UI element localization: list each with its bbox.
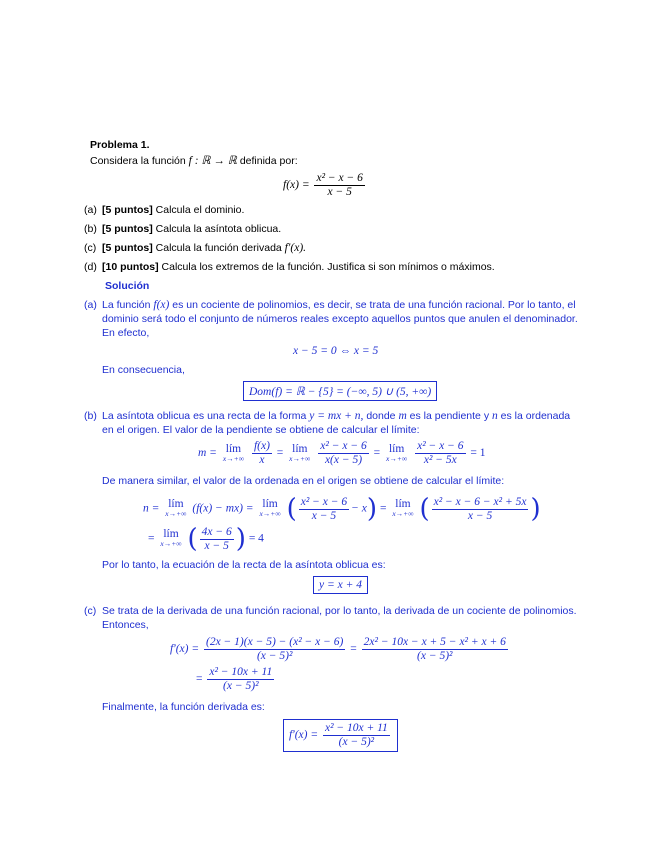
item-text: Calcula la función derivada xyxy=(155,242,282,254)
text: Se trata de la derivada de una función racional, por lo tanto, la derivada de un cociente de polinomios. xyxy=(102,605,577,617)
fraction xyxy=(432,496,529,523)
problem-title: Problema 1. xyxy=(90,139,150,151)
item-text: Calcula los extremos de la función. Justifica si son mínimos o máximos. xyxy=(161,261,495,273)
math: y = mx + n, xyxy=(309,410,364,422)
text: La función xyxy=(102,299,151,311)
solution-c-line2: Entonces, xyxy=(102,619,149,631)
limit-operator xyxy=(259,499,280,519)
text: donde xyxy=(366,410,396,422)
den: x − 5 xyxy=(467,509,493,522)
item-points: [5 puntos] xyxy=(102,242,153,254)
solution-title: Solución xyxy=(105,280,150,292)
item-tag: (b) xyxy=(84,410,97,422)
limit-operator xyxy=(392,499,413,519)
text: es un cociente de polinomios, es decir, se trata de una función racional. Por lo tanto, el xyxy=(172,299,576,311)
derivative-equation-2: = $\frac{\text{x² − 10x + 11}}{\text{(x − 5)²}}$ xyxy=(196,666,273,692)
formula-den: x − 5 xyxy=(327,186,352,198)
num: x² − x − 6 − x² + 5x xyxy=(433,495,527,508)
solution-c-boxed-result xyxy=(283,719,398,752)
limit-operator xyxy=(165,499,186,519)
limit-operator xyxy=(223,444,244,464)
text: es la pendiente y xyxy=(409,410,490,422)
math: n xyxy=(492,410,498,422)
intercept-limit-equation-1: n = lím x→+∞ (f(x) − mx) = lím x→+∞ ( $\frac{\text{x² − x − 6}}{x - 5}$ − x) = lím x→+∞ ( $\frac{\text{x² − x − 6 − x² + 5x}}{x - 5}$ ) xyxy=(143,494,541,524)
lim: lím xyxy=(262,498,278,510)
num: x² − x − 6 xyxy=(417,440,464,452)
fraction xyxy=(200,526,234,553)
item-tag: (b) xyxy=(84,223,97,235)
math: m = xyxy=(198,447,217,460)
item-text: Calcula el dominio. xyxy=(155,204,245,216)
problem-intro xyxy=(90,153,298,167)
item-text: Calcula la asíntota oblicua. xyxy=(155,223,282,235)
solution-b-line4: Por lo tanto, la ecuación de la recta de la asíntota oblicua es: xyxy=(102,559,386,571)
problem-item-c xyxy=(84,242,306,254)
derivative-equation-1: f′(x) = $\frac{\text{(2x − 1)(x − 5) − (x² − x − 6)}}{\text{(x − 5)²}}$ = $\frac{\text{2x² − 10x − x + 5 − x² + x + 6}}{\text{(x − 5)²}}$ xyxy=(170,636,506,662)
limit-operator xyxy=(386,444,407,464)
math: m xyxy=(398,410,407,422)
den: (x − 5)² xyxy=(417,650,453,662)
lim: lím xyxy=(395,498,411,510)
solution-c-line3: Finalmente, la función derivada es: xyxy=(102,701,265,713)
intro-text: Considera la función xyxy=(90,155,186,167)
solution-b-line2: en el origen. El valor de la pendiente se obtiene de calcular el límite: xyxy=(102,424,420,436)
lim-sub: x→+∞ xyxy=(259,509,281,518)
solution-a-boxed-result: Dom(f) = ℝ − {5} = (−∞, 5) ∪ (5, +∞) xyxy=(243,381,437,401)
item-tag: (a) xyxy=(84,299,97,311)
result: = 4 xyxy=(248,532,264,545)
solution-a-line2: dominio será todo el conjunto de números reales excepto aquellos puntos que anulen el denominador. xyxy=(102,313,578,325)
intro-math: f : ℝ → ℝ xyxy=(188,155,237,167)
lim: lím xyxy=(168,498,184,510)
limit-operator xyxy=(160,529,181,549)
num: x² − x − 6 xyxy=(320,440,367,452)
fraction xyxy=(362,636,508,663)
intercept-limit-equation-2: = lím x→+∞ ( $\frac{4x - 6}{x - 5}$ ) = 4 xyxy=(148,524,264,554)
num: x² − 10x + 11 xyxy=(209,666,273,678)
solution-b-boxed-result: y = x + 4 xyxy=(313,576,368,594)
num: x² − 10x + 11 xyxy=(324,722,388,734)
fraction xyxy=(323,722,390,749)
num: 2x² − 10x − x + 5 − x² + x + 6 xyxy=(363,636,506,648)
item-tag: (c) xyxy=(84,242,97,254)
item-tag: (d) xyxy=(84,261,97,273)
fraction xyxy=(204,636,345,663)
solution-a-line3: En efecto, xyxy=(102,327,150,339)
lim: lím xyxy=(225,442,242,455)
fraction xyxy=(207,666,274,693)
lim: lím xyxy=(388,442,405,455)
lim-sub: x→+∞ xyxy=(165,509,187,518)
math: n = xyxy=(143,502,160,515)
lim-sub: x→+∞ xyxy=(222,453,245,463)
result: = 1 xyxy=(470,447,486,460)
fraction xyxy=(252,440,272,467)
formula-fraction xyxy=(314,172,364,199)
math: − x xyxy=(351,502,367,515)
item-points: [10 puntos] xyxy=(102,261,159,273)
solution-a-line4: En consecuencia, xyxy=(102,364,185,376)
solution-b-line1 xyxy=(84,410,570,422)
fraction xyxy=(299,496,349,523)
den: x xyxy=(259,454,265,466)
num: f(x) xyxy=(253,440,270,452)
slope-limit-equation: m = lím x→+∞ $\frac{f(x)}{x}$ = lím x→+∞ $\frac{\text{x² − x − 6}}{x(x - 5)}$ = lím x→+∞ $\frac{\text{x² − x − 6}}{\text{x² − 5x}}$ = 1 xyxy=(198,440,486,466)
formula-lhs: f(x) = xyxy=(283,179,310,192)
problem-item-b xyxy=(84,223,281,235)
den: (x − 5)² xyxy=(256,650,293,662)
solution-c-line1 xyxy=(84,605,577,617)
item-math: f′(x). xyxy=(284,242,307,254)
problem-formula xyxy=(283,172,367,199)
text: es la ordenada xyxy=(500,410,571,422)
limit-operator xyxy=(289,444,310,464)
num: (2x − 1)(x − 5) − (x² − x − 6) xyxy=(205,636,344,648)
item-points: [5 puntos] xyxy=(102,204,153,216)
item-tag: (c) xyxy=(84,605,97,617)
num: x² − x − 6 xyxy=(300,495,348,508)
problem-item-a xyxy=(84,204,244,216)
den: x − 5 xyxy=(204,539,229,552)
den: x − 5 xyxy=(311,509,337,522)
den: (x − 5)² xyxy=(338,736,375,748)
lim: lím xyxy=(163,528,179,540)
lim-sub: x→+∞ xyxy=(160,539,182,548)
solution-a-equation: x − 5 = 0 ⇔ x = 5 xyxy=(293,345,379,357)
text: La asíntota oblicua es una recta de la forma xyxy=(102,410,307,422)
item-points: [5 puntos] xyxy=(102,223,153,235)
lim-sub: x→+∞ xyxy=(392,509,414,518)
problem-item-d xyxy=(84,261,495,273)
lim-sub: x→+∞ xyxy=(385,453,408,463)
math: f′(x) = xyxy=(289,729,319,742)
math: f′(x) = xyxy=(170,643,200,656)
math: (f(x) − mx) = xyxy=(192,502,254,515)
solution-a-line1 xyxy=(84,299,576,311)
lim-sub: x→+∞ xyxy=(289,453,311,463)
den: x² − 5x xyxy=(423,454,457,466)
intro-end: definida por: xyxy=(239,155,298,167)
lim: lím xyxy=(292,442,308,455)
fraction xyxy=(318,440,368,467)
den: x(x − 5) xyxy=(324,454,363,466)
formula-num: x² − x − 6 xyxy=(316,172,363,184)
item-tag: (a) xyxy=(84,204,97,216)
fraction xyxy=(415,440,465,467)
solution-b-line3: De manera similar, el valor de la ordenada en el origen se obtiene de calcular el límite: xyxy=(102,475,505,487)
math: f(x) xyxy=(153,299,170,311)
den: (x − 5)² xyxy=(223,680,259,692)
num: 4x − 6 xyxy=(201,525,232,538)
